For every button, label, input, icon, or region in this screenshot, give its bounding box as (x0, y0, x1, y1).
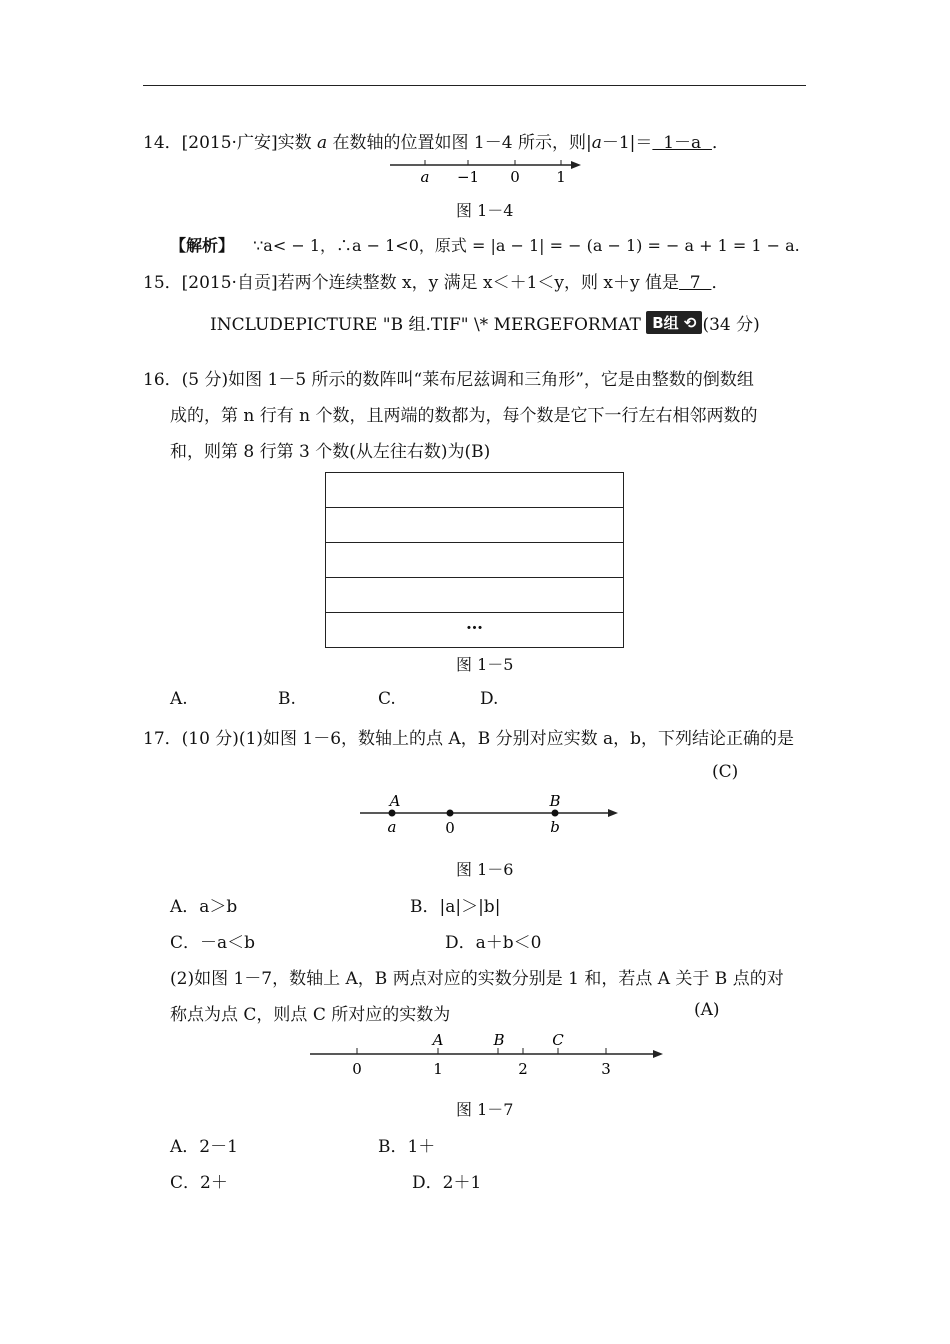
q16-option-d[interactable]: D. (480, 689, 499, 709)
caption-1-4: 图 1－4 (456, 201, 514, 220)
number-line-1-6 (355, 790, 625, 838)
axis-arrow (571, 161, 581, 169)
axis-arrow (653, 1050, 663, 1058)
q17-2-option-c[interactable]: C．2＋ (170, 1173, 228, 1193)
point-0 (447, 810, 454, 817)
table-row-divider (326, 507, 623, 508)
label-1: 1 (433, 1060, 443, 1078)
refresh-icon: ⟲ (683, 314, 697, 332)
leibniz-triangle-table (325, 472, 624, 648)
label-A: A (432, 1031, 444, 1049)
table-row-divider (326, 542, 623, 543)
q14-stem: 14．[2015·广安]实数 a 在数轴的位置如图 1－4 所示，则|a－1|＝ 1－a ． (143, 133, 729, 153)
q17-part2-line1: (2)如图 1－7，数轴上 A，B 两点对应的实数分别是 1 和，若点 A 关于 B 点的对 (170, 969, 784, 989)
q17-line1: 17．(10 分)(1)如图 1－6，数轴上的点 A，B 分别对应实数 a，b，下列结论正确的是 (143, 729, 795, 749)
q17-answer2: (A) (694, 1000, 720, 1020)
label-a: a (420, 168, 430, 186)
table-row-divider (326, 577, 623, 578)
q17-2-option-d[interactable]: D．2＋1 (412, 1173, 482, 1193)
label-0: 0 (445, 819, 455, 837)
q16-line2: 成的，第 n 行有 n 个数，且两端的数都为，每个数是它下一行左右相邻两数的 (170, 406, 758, 426)
caption-1-7: 图 1－7 (456, 1100, 514, 1119)
label-C: C (552, 1031, 564, 1049)
caption-1-5: 图 1－5 (456, 655, 514, 674)
table-row-divider (326, 612, 623, 613)
label-a: a (387, 818, 397, 836)
q15-stem: 15．[2015·自贡]若两个连续整数 x，y 满足 x＜＋1＜y，则 x＋y 值是 7 ． (143, 273, 729, 293)
label-0: 0 (510, 168, 520, 186)
q17-2-option-a[interactable]: A．2－1 (170, 1137, 238, 1157)
label-2: 2 (518, 1060, 528, 1078)
q16-line1: 16．(5 分)如图 1－5 所示的数阵叫“莱布尼兹调和三角形”，它是由整数的倒数组 (143, 370, 754, 390)
q16-option-c[interactable]: C. (378, 689, 396, 709)
label-0: 0 (352, 1060, 362, 1078)
label-3: 3 (601, 1060, 611, 1078)
q16-option-a[interactable]: A. (170, 689, 188, 709)
label-neg1: −1 (456, 168, 480, 186)
label-B: B (549, 792, 561, 810)
point-b (552, 810, 559, 817)
number-line-1-7 (305, 1028, 670, 1080)
label-A: A (389, 792, 401, 810)
b-group-badge: B组 ⟲ (646, 311, 702, 334)
caption-1-6: 图 1－6 (456, 860, 514, 879)
q17-part2-line2: 称点为点 C，则点 C 所对应的实数为 (170, 1005, 451, 1025)
axis-arrow (608, 809, 618, 817)
q15-answer: 7 (679, 273, 712, 293)
header-rule (143, 85, 806, 86)
label-B: B (493, 1031, 505, 1049)
q16-option-b[interactable]: B. (278, 689, 296, 709)
q17-option-b[interactable]: B．|a|＞|b| (410, 897, 501, 917)
point-a (389, 810, 396, 817)
q14-answer: 1－a (652, 133, 712, 153)
q16-line3: 和，则第 8 行第 3 个数(从左往右数)为(B) (170, 442, 491, 462)
label-b: b (550, 818, 560, 836)
q17-option-d[interactable]: D．a＋b＜0 (445, 933, 542, 953)
label-1: 1 (556, 168, 566, 186)
number-line-1-4 (385, 154, 585, 188)
q17-answer1: (C) (712, 762, 739, 782)
q17-option-a[interactable]: A．a＞b (170, 897, 238, 917)
q17-2-option-b[interactable]: B．1＋ (378, 1137, 436, 1157)
q17-option-c[interactable]: C．－a＜b (170, 933, 256, 953)
table-ellipsis: … (466, 614, 483, 634)
q14-analysis: 【解析】 ∵a< − 1，∴a − 1<0，原式 = |a − 1| = − (a − 1) = − a + 1 = 1 − a. (170, 236, 800, 255)
section-b-header: INCLUDEPICTURE "B 组.TIF" \* MERGEFORMAT B组 ⟲ (34 分) (210, 310, 760, 335)
